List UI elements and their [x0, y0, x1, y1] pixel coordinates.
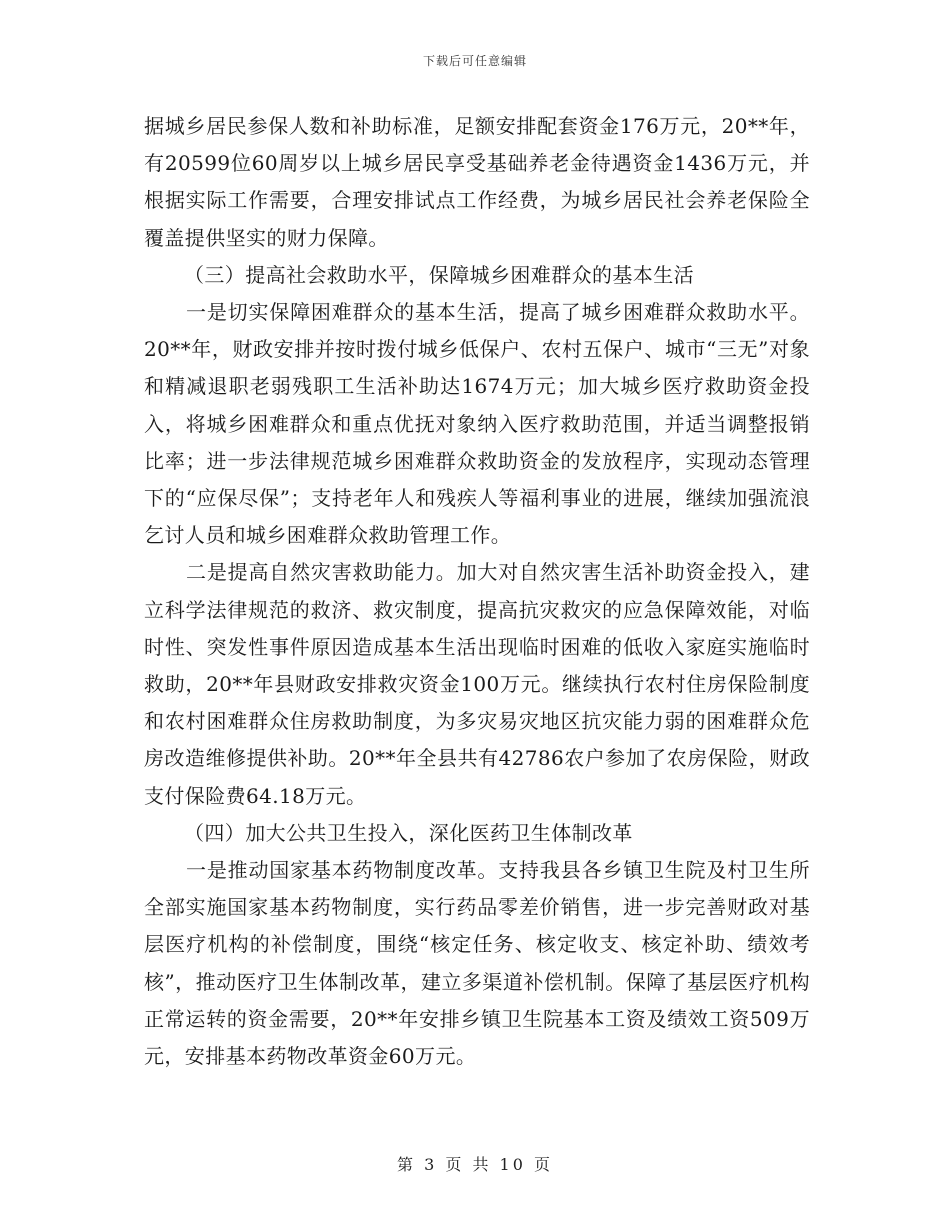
page-header-note: 下载后可任意编辑 — [422, 54, 527, 68]
section-heading-social-assistance: （三）提高社会救助水平，保障城乡困难群众的基本生活 — [184, 262, 694, 287]
paragraph-drug-reform: 一是推动国家基本药物制度改革。支持我县各乡镇卫生院及村卫生所全部实施国家基本药物制度，实行药品零差价销售，进一步完善财政对基层医疗机构的补偿制度，围绕“核定任务、核定收支、核定补助、绩效考核”，推动医疗卫生体制改革，建立多渠道补偿机制。保障了基层医疗机构正常运转的资金需要，20**年安排乡镇卫生院基本工资及绩效工资509万元，安排基本药物改革资金60万元。 — [144, 858, 810, 1069]
paragraph-disaster-relief: 二是提高自然灾害救助能力。加大对自然灾害生活补助资金投入，建立科学法律规范的救济、救灾制度，提高抗灾救灾的应急保障效能，对临时性、突发性事件原因造成基本生活出现临时困难的低收入家庭实施临时救助，20**年县财政安排救灾资金100万元。继续执行农村住房保险制度和农村困难群众住房救助制度，为多灾易灾地区抗灾能力弱的困难群众危房改造维修提供补助。20**年全县共有42786农户参加了农房保险，财政支付保险费64.18万元。 — [144, 560, 810, 808]
paragraph-pension-funding: 据城乡居民参保人数和补助标准，足额安排配套资金176万元，20**年，有20599位60周岁以上城乡居民享受基础养老金待遇资金1436万元，并根据实际工作需要，合理安排试点工作经费，为城乡居民社会养老保险全覆盖提供坚实的财力保障。 — [144, 114, 810, 250]
paragraph-basic-living: 一是切实保障困难群众的基本生活，提高了城乡困难群众救助水平。20**年，财政安排并按时拨付城乡低保户、农村五保户、城市“三无”对象和精减退职老弱残职工生活补助达1674万元；加大城乡医疗救助资金投入，将城乡困难群众和重点优抚对象纳入医疗救助范围，并适当调整报销比率；进一步法律规范城乡困难群众救助资金的发放程序，实现动态管理下的“应保尽保”；支持老年人和残疾人等福利事业的进展，继续加强流浪乞讨人员和城乡困难群众救助管理工作。 — [144, 300, 810, 548]
section-heading-public-health: （四）加大公共卫生投入，深化医药卫生体制改革 — [184, 820, 633, 845]
document-body — [144, 108, 810, 1075]
page-number-footer: 第 3 页 共 10 页 — [397, 1155, 553, 1174]
